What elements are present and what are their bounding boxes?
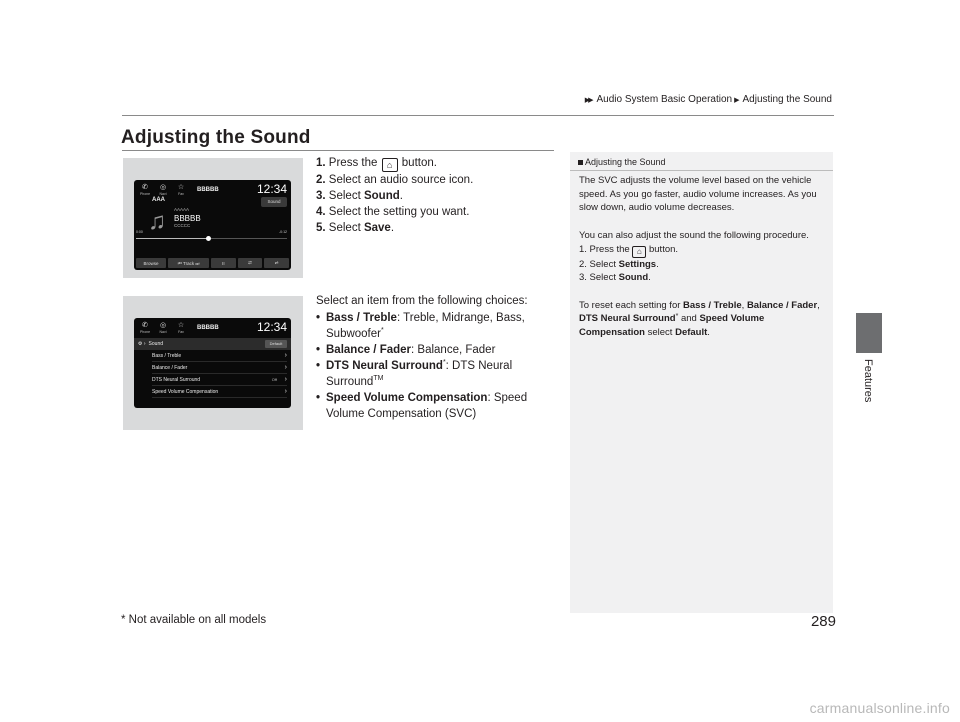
chevron-right-icon: › [284, 352, 287, 359]
section-label: Features [862, 359, 874, 403]
settings-gear-icon: ⚙ › [138, 341, 146, 347]
remaining-time: -0:12 [279, 230, 287, 234]
phone-icon: ✆ Phone [139, 184, 151, 196]
fav-icon: ☆ Fav [177, 322, 185, 334]
list-item[interactable]: Balance / Fader › [152, 362, 287, 374]
title-divider [122, 150, 554, 151]
sound-settings-screen [134, 318, 291, 408]
track-title: BBBBB [174, 214, 201, 223]
chevron-right-icon: › [284, 364, 287, 371]
list-item: • Bass / Treble: Treble, Midrange, Bass, Subwoofer* [316, 310, 546, 342]
footnote: * Not available on all models [121, 614, 267, 626]
step-2: 2. Select an audio source icon. [316, 174, 474, 186]
list-item: • Balance / Fader: Balance, Fader [316, 342, 546, 358]
track-artist: AAAAA [174, 207, 190, 212]
procedure-steps [316, 155, 473, 236]
header-divider [122, 115, 834, 116]
track-album: CCCCC [174, 223, 191, 228]
note-divider [570, 170, 833, 171]
watermark: carmanualsonline.info [809, 700, 950, 716]
audio-screen [134, 180, 291, 270]
home-icon: ⌂ [382, 158, 398, 172]
note-paragraph: To reset each setting for Bass / Treble, Balance / Fader, DTS Neural Surround* and Speed Volume Compensation select Default. [579, 299, 820, 338]
settings-header-label: Sound [148, 341, 164, 347]
list-item: • DTS Neural Surround*: DTS Neural Surround™ [316, 358, 546, 390]
source-label: BBBBB [197, 187, 219, 193]
breadcrumb-arrow-icon: ▶▶ [584, 96, 592, 104]
breadcrumb [585, 94, 832, 105]
home-icon: ⌂ [632, 246, 646, 258]
note-step: 3. Select Sound. [579, 272, 651, 284]
repeat-button[interactable]: ⇄ [238, 258, 263, 268]
section-tab [856, 313, 882, 353]
step-1: 1. Press the ⌂ button. [316, 157, 437, 170]
sound-button[interactable]: Sound [261, 197, 287, 207]
screenshot-panel-audio [123, 158, 303, 278]
music-note-icon: ♫ [148, 208, 166, 235]
list-item[interactable]: DTS Neural Surround Off › [152, 374, 287, 386]
note-step: 2. Select Settings. [579, 258, 659, 270]
breadcrumb-current: Adjusting the Sound [742, 94, 832, 105]
note-paragraph: You can also adjust the sound the following procedure. [579, 229, 809, 241]
screenshot-panel-sound [123, 296, 303, 430]
step-5: 5. Select Save. [316, 222, 395, 234]
navi-icon: ◎ Navi [159, 184, 167, 196]
list-item: • Speed Volume Compensation: Speed Volume Compensation (SVC) [316, 390, 546, 422]
step-3: 3. Select Sound. [316, 190, 403, 202]
chevron-right-icon: › [284, 376, 287, 383]
choices-intro: Select an item from the following choices: [316, 295, 528, 307]
elapsed-time: 0:00 [136, 230, 143, 234]
page-title: Adjusting the Sound [121, 127, 311, 148]
navi-icon: ◎ Navi [159, 322, 167, 334]
page-number: 289 [810, 613, 836, 630]
shuffle-button[interactable]: ⇌ [264, 258, 289, 268]
note-marker-icon [578, 160, 583, 165]
clock: 12:34 [256, 182, 287, 196]
track-button[interactable]: ⏮ Track ⏭ [168, 258, 209, 268]
browse-button[interactable]: Browse [136, 258, 166, 268]
clock: 12:34 [256, 320, 287, 334]
fav-icon: ☆ Fav [177, 184, 185, 196]
list-item[interactable]: Bass / Treble › [152, 350, 287, 362]
step-4: 4. Select the setting you want. [316, 206, 470, 218]
default-button[interactable]: Default [265, 340, 287, 348]
breadcrumb-parent[interactable]: Audio System Basic Operation [596, 94, 733, 105]
phone-icon: ✆ Phone [139, 322, 151, 334]
chevron-right-icon: › [284, 388, 287, 395]
progress-knob[interactable] [206, 236, 211, 241]
pause-button[interactable]: II [211, 258, 236, 268]
breadcrumb-separator-icon: ▶ [734, 96, 738, 104]
source-name: AAA [152, 197, 165, 203]
source-label: BBBBB [197, 325, 219, 331]
side-note [570, 152, 833, 613]
note-step: 1. Press the ⌂ button. [579, 243, 679, 256]
progress-bar[interactable] [136, 238, 287, 239]
progress-fill [136, 238, 208, 239]
note-paragraph: The SVC adjusts the volume level based on the vehicle speed. As you go faster, audio volume increases. As you slow down, audio volume decreases. [579, 175, 817, 214]
choices-list [316, 293, 546, 422]
control-bar [136, 258, 289, 268]
list-item[interactable]: Speed Volume Compensation › [152, 386, 287, 398]
note-body [579, 174, 829, 353]
note-heading: Adjusting the Sound [570, 157, 833, 167]
